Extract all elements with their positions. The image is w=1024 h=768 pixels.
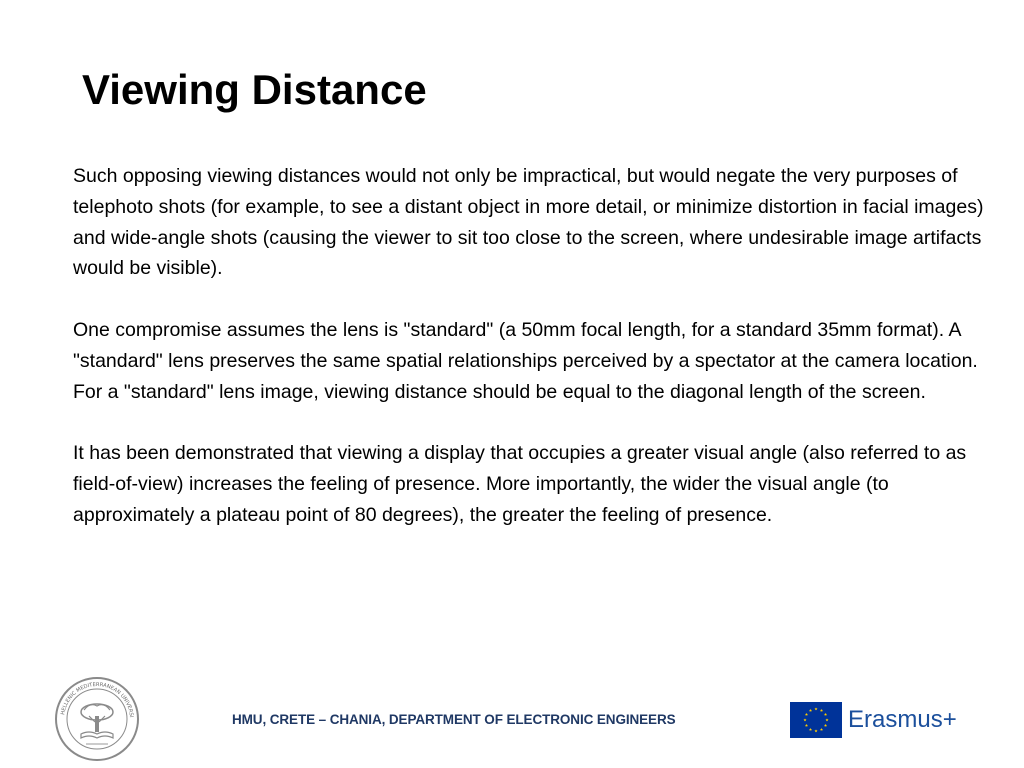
- paragraph-1: Such opposing viewing distances would not only be impractical, but would negate the very purposes of telephoto shots (for example, to see a distant object in more detail, or minimize distortion in facial images) and wide-angle shots (causing the viewer to sit too close to the screen, where undesirable image artifacts would be visible).: [73, 165, 984, 280]
- slide-body: [73, 161, 985, 561]
- paragraph-3: It has been demonstrated that viewing a display that occupies a greater visual angle (also referred to as field-of-view) increases the feeling of presence. More importantly, the wider the visual angle (to approximately a plateau point of 80 degrees), the greater the feeling of presence.: [73, 442, 967, 526]
- footer-institution: HMU, CRETE – CHANIA, DEPARTMENT OF ELECTRONIC ENGINEERS: [232, 712, 676, 727]
- svg-text:HELLENIC MEDITERRANEAN UNIVERS: HELLENIC MEDITERRANEAN UNIVERSI: [60, 681, 134, 718]
- slide-title: Viewing Distance: [82, 66, 427, 113]
- erasmus-logo: [790, 700, 957, 740]
- erasmus-label: Erasmus+: [848, 706, 957, 733]
- university-seal-icon: [54, 676, 140, 762]
- paragraph-2: One compromise assumes the lens is "standard" (a 50mm focal length, for a standard 35mm format). A "standard" lens preserves the same spatial relationships perceived by a spectator at the camera location. For a "standard" lens image, viewing distance should be equal to the diagonal length of the screen.: [73, 318, 978, 403]
- eu-flag-icon: [790, 702, 842, 738]
